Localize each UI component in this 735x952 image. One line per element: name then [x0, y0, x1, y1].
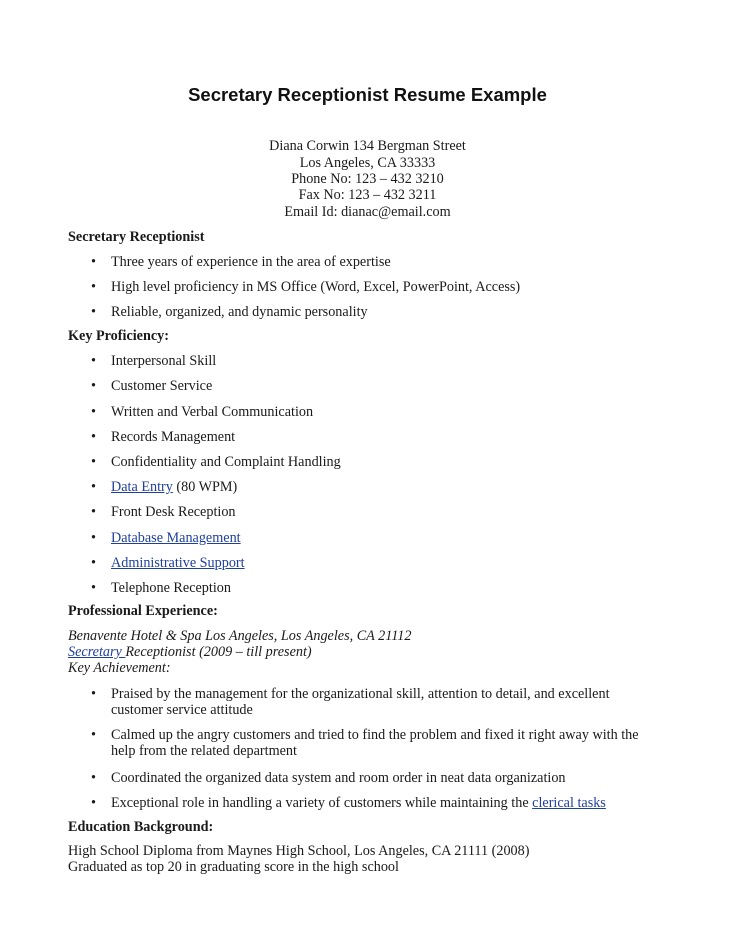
list-item-line: help from the related department — [111, 743, 297, 759]
bullet-icon: • — [91, 530, 96, 546]
bullet-icon: • — [91, 378, 96, 394]
contact-email: Email Id: dianac@email.com — [284, 204, 451, 220]
list-item-line: Calmed up the angry customers and tried to find the problem and fixed it right away with the — [111, 727, 639, 743]
database-management-link[interactable]: Database Management — [111, 530, 241, 546]
bullet-icon: • — [91, 770, 96, 786]
list-item-line: customer service attitude — [111, 702, 253, 718]
secretary-link[interactable]: Secretary — [68, 644, 126, 660]
bullet-icon: • — [91, 454, 96, 470]
list-item: Customer Service — [111, 378, 213, 394]
bullet-icon: • — [91, 686, 96, 702]
bullet-icon: • — [91, 795, 96, 811]
education-line: High School Diploma from Maynes High School, Los Angeles, CA 21111 (2008) — [68, 843, 530, 859]
bullet-icon: • — [91, 429, 96, 445]
list-item — [111, 555, 245, 572]
education-line: Graduated as top 20 in graduating score in the high school — [68, 859, 399, 875]
employer-line: Benavente Hotel & Spa Los Angeles, Los Angeles, CA 21112 — [68, 628, 412, 644]
list-item: Reliable, organized, and dynamic personality — [111, 304, 368, 320]
bullet-icon: • — [91, 504, 96, 520]
proficiency-heading: Key Proficiency: — [68, 328, 169, 344]
bullet-icon: • — [91, 555, 96, 571]
list-item-text: (80 WPM) — [172, 479, 238, 495]
role-text: Receptionist (2009 – till present) — [125, 644, 312, 660]
list-item: Interpersonal Skill — [111, 353, 217, 369]
bullet-icon: • — [91, 727, 96, 743]
list-item-line: Coordinated the organized data system and room order in neat data organization — [111, 770, 566, 786]
data-entry-link[interactable]: Data Entry — [111, 479, 173, 495]
role-line — [68, 644, 312, 661]
list-item: Records Management — [111, 429, 236, 445]
bullet-icon: • — [91, 254, 96, 270]
bullet-icon: • — [91, 404, 96, 420]
list-item: High level proficiency in MS Office (Word, Excel, PowerPoint, Access) — [111, 279, 521, 295]
achievement-label: Key Achievement: — [68, 660, 171, 676]
contact-name-address: Diana Corwin 134 Bergman Street — [269, 138, 466, 154]
contact-fax: Fax No: 123 – 432 3211 — [298, 187, 437, 203]
list-item-line: Praised by the management for the organizational skill, attention to detail, and excellent — [111, 686, 610, 702]
contact-phone: Phone No: 123 – 432 3210 — [291, 171, 444, 187]
experience-heading: Professional Experience: — [68, 603, 218, 619]
list-item-text: Exceptional role in handling a variety of customers while maintaining the — [111, 795, 533, 811]
administrative-support-link[interactable]: Administrative Support — [111, 555, 245, 571]
bullet-icon: • — [91, 304, 96, 320]
list-item-line — [111, 795, 606, 812]
page-title: Secretary Receptionist Resume Example — [188, 84, 547, 105]
bullet-icon: • — [91, 580, 96, 596]
list-item — [111, 530, 241, 547]
bullet-icon: • — [91, 279, 96, 295]
list-item — [111, 479, 237, 496]
list-item: Front Desk Reception — [111, 504, 236, 520]
summary-heading: Secretary Receptionist — [68, 229, 205, 245]
list-item: Confidentiality and Complaint Handling — [111, 454, 341, 470]
bullet-icon: • — [91, 353, 96, 369]
clerical-tasks-link[interactable]: clerical tasks — [532, 795, 606, 811]
bullet-icon: • — [91, 479, 96, 495]
education-heading: Education Background: — [68, 819, 214, 835]
list-item: Telephone Reception — [111, 580, 231, 596]
list-item: Three years of experience in the area of expertise — [111, 254, 391, 270]
list-item: Written and Verbal Communication — [111, 404, 314, 420]
contact-city: Los Angeles, CA 33333 — [299, 155, 436, 171]
